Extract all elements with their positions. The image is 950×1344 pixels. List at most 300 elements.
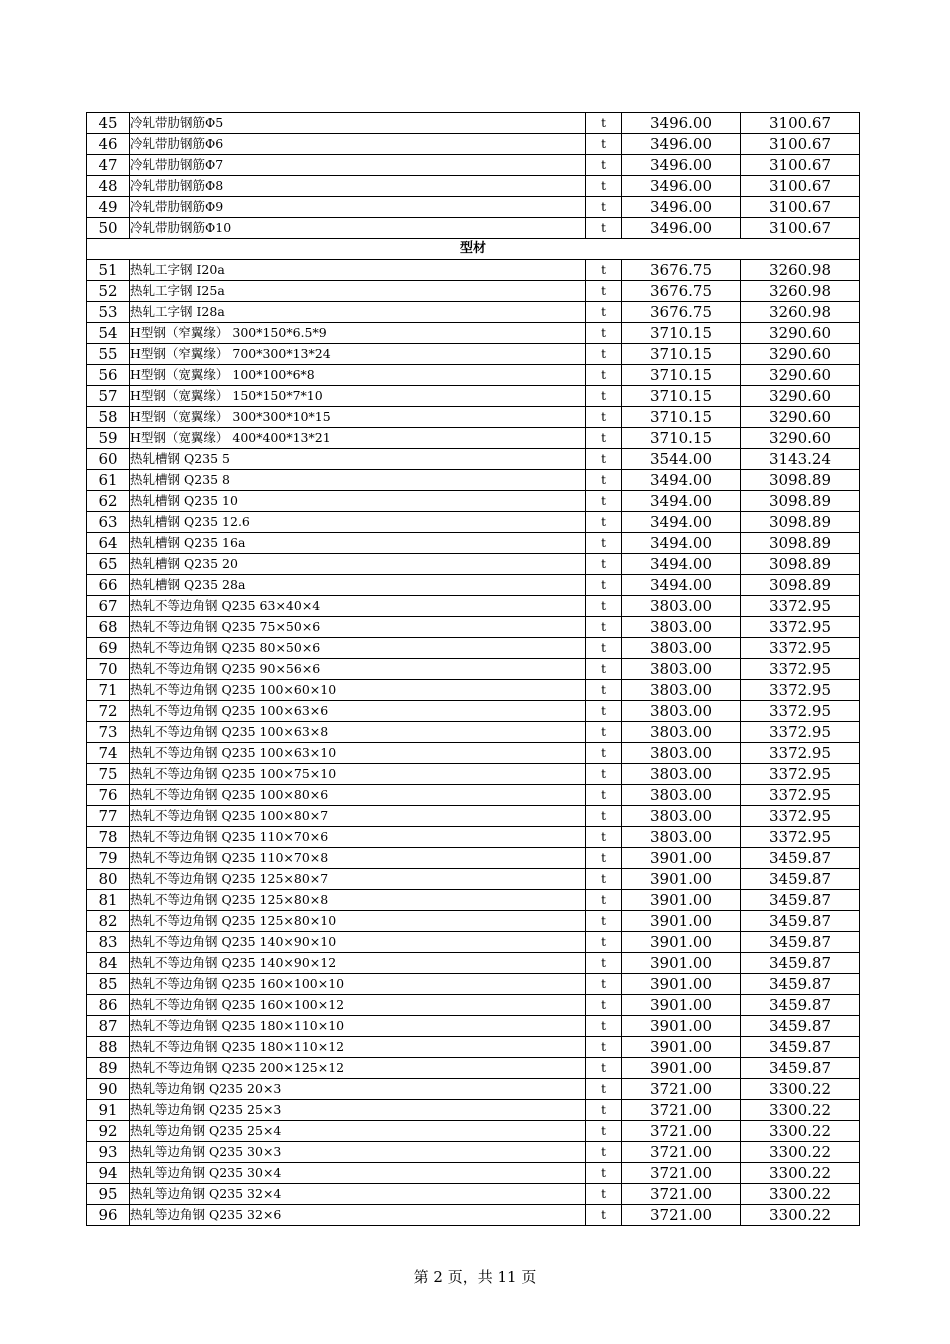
item-name: 热轧不等边角钢 Q235 200×125×12 <box>130 1058 586 1079</box>
table-row <box>87 995 860 1016</box>
item-name: 热轧槽钢 Q235 16a <box>130 533 586 554</box>
item-name: 热轧不等边角钢 Q235 125×80×8 <box>130 890 586 911</box>
item-number: 49 <box>87 197 130 218</box>
item-unit: t <box>586 365 622 386</box>
table-row <box>87 386 860 407</box>
item-unit: t <box>586 176 622 197</box>
table-row <box>87 281 860 302</box>
item-price-2: 3098.89 <box>741 554 860 575</box>
table-row <box>87 260 860 281</box>
table-row <box>87 1100 860 1121</box>
item-number: 57 <box>87 386 130 407</box>
item-unit: t <box>586 1058 622 1079</box>
item-price-1: 3803.00 <box>622 617 741 638</box>
item-unit: t <box>586 659 622 680</box>
item-number: 83 <box>87 932 130 953</box>
item-number: 82 <box>87 911 130 932</box>
price-table-body <box>87 113 860 1226</box>
item-price-2: 3372.95 <box>741 743 860 764</box>
item-number: 77 <box>87 806 130 827</box>
item-price-1: 3901.00 <box>622 953 741 974</box>
table-row <box>87 365 860 386</box>
item-price-2: 3372.95 <box>741 806 860 827</box>
item-number: 71 <box>87 680 130 701</box>
item-name: 热轧不等边角钢 Q235 75×50×6 <box>130 617 586 638</box>
item-price-1: 3803.00 <box>622 701 741 722</box>
item-name: H型钢（宽翼缘） 150*150*7*10 <box>130 386 586 407</box>
item-number: 84 <box>87 953 130 974</box>
item-name: 热轧不等边角钢 Q235 140×90×10 <box>130 932 586 953</box>
table-row <box>87 1142 860 1163</box>
item-unit: t <box>586 449 622 470</box>
item-unit: t <box>586 344 622 365</box>
item-price-1: 3676.75 <box>622 281 741 302</box>
item-price-2: 3372.95 <box>741 722 860 743</box>
table-row <box>87 554 860 575</box>
item-number: 81 <box>87 890 130 911</box>
item-price-1: 3496.00 <box>622 113 741 134</box>
table-row <box>87 680 860 701</box>
item-unit: t <box>586 386 622 407</box>
item-name: 热轧等边角钢 Q235 32×6 <box>130 1205 586 1226</box>
page-footer: 第 2 页，共 11 页 <box>413 1268 537 1286</box>
item-number: 74 <box>87 743 130 764</box>
item-number: 89 <box>87 1058 130 1079</box>
item-unit: t <box>586 617 622 638</box>
item-price-2: 3143.24 <box>741 449 860 470</box>
item-name: 热轧等边角钢 Q235 32×4 <box>130 1184 586 1205</box>
item-number: 59 <box>87 428 130 449</box>
item-unit: t <box>586 638 622 659</box>
item-price-1: 3710.15 <box>622 386 741 407</box>
item-name: H型钢（宽翼缘） 100*100*6*8 <box>130 365 586 386</box>
item-number: 51 <box>87 260 130 281</box>
item-name: 冷轧带肋钢筋Φ9 <box>130 197 586 218</box>
item-price-1: 3676.75 <box>622 260 741 281</box>
item-number: 69 <box>87 638 130 659</box>
item-number: 92 <box>87 1121 130 1142</box>
table-row <box>87 617 860 638</box>
item-price-1: 3901.00 <box>622 932 741 953</box>
item-name: 热轧不等边角钢 Q235 160×100×10 <box>130 974 586 995</box>
table-row <box>87 407 860 428</box>
item-number: 45 <box>87 113 130 134</box>
item-price-1: 3494.00 <box>622 512 741 533</box>
section-title: 型材 <box>87 239 860 260</box>
item-price-2: 3100.67 <box>741 155 860 176</box>
table-row <box>87 155 860 176</box>
item-price-1: 3494.00 <box>622 491 741 512</box>
item-number: 73 <box>87 722 130 743</box>
item-price-1: 3901.00 <box>622 890 741 911</box>
item-price-1: 3901.00 <box>622 869 741 890</box>
item-name: H型钢（窄翼缘） 300*150*6.5*9 <box>130 323 586 344</box>
item-price-2: 3372.95 <box>741 764 860 785</box>
item-price-2: 3290.60 <box>741 344 860 365</box>
item-unit: t <box>586 302 622 323</box>
table-row <box>87 344 860 365</box>
item-price-1: 3803.00 <box>622 680 741 701</box>
item-price-1: 3496.00 <box>622 218 741 239</box>
item-number: 52 <box>87 281 130 302</box>
item-price-2: 3300.22 <box>741 1184 860 1205</box>
item-name: 热轧不等边角钢 Q235 100×63×6 <box>130 701 586 722</box>
item-price-2: 3372.95 <box>741 785 860 806</box>
item-name: 热轧不等边角钢 Q235 63×40×4 <box>130 596 586 617</box>
table-row <box>87 659 860 680</box>
table-row <box>87 1121 860 1142</box>
item-price-1: 3710.15 <box>622 428 741 449</box>
table-row <box>87 197 860 218</box>
item-name: 热轧不等边角钢 Q235 180×110×12 <box>130 1037 586 1058</box>
table-row <box>87 806 860 827</box>
item-number: 91 <box>87 1100 130 1121</box>
item-price-1: 3803.00 <box>622 596 741 617</box>
item-name: 热轧槽钢 Q235 8 <box>130 470 586 491</box>
table-row <box>87 449 860 470</box>
item-number: 62 <box>87 491 130 512</box>
item-price-2: 3459.87 <box>741 890 860 911</box>
item-name: 热轧等边角钢 Q235 20×3 <box>130 1079 586 1100</box>
item-price-1: 3710.15 <box>622 344 741 365</box>
item-unit: t <box>586 1121 622 1142</box>
item-price-2: 3459.87 <box>741 848 860 869</box>
item-price-1: 3494.00 <box>622 554 741 575</box>
item-unit: t <box>586 1079 622 1100</box>
item-price-2: 3372.95 <box>741 827 860 848</box>
item-price-1: 3721.00 <box>622 1205 741 1226</box>
item-unit: t <box>586 260 622 281</box>
item-unit: t <box>586 953 622 974</box>
item-unit: t <box>586 785 622 806</box>
item-unit: t <box>586 113 622 134</box>
item-price-2: 3300.22 <box>741 1142 860 1163</box>
item-price-2: 3290.60 <box>741 428 860 449</box>
item-price-1: 3721.00 <box>622 1184 741 1205</box>
table-row <box>87 1163 860 1184</box>
item-price-2: 3459.87 <box>741 869 860 890</box>
item-unit: t <box>586 848 622 869</box>
item-price-1: 3676.75 <box>622 302 741 323</box>
item-unit: t <box>586 869 622 890</box>
table-row <box>87 134 860 155</box>
item-name: 冷轧带肋钢筋Φ10 <box>130 218 586 239</box>
item-unit: t <box>586 1037 622 1058</box>
item-unit: t <box>586 1016 622 1037</box>
item-price-2: 3300.22 <box>741 1163 860 1184</box>
price-table <box>86 112 860 1226</box>
item-price-1: 3494.00 <box>622 533 741 554</box>
table-row <box>87 491 860 512</box>
item-number: 88 <box>87 1037 130 1058</box>
item-unit: t <box>586 1163 622 1184</box>
item-number: 47 <box>87 155 130 176</box>
item-price-1: 3710.15 <box>622 323 741 344</box>
item-unit: t <box>586 155 622 176</box>
item-name: 热轧不等边角钢 Q235 100×80×6 <box>130 785 586 806</box>
item-unit: t <box>586 281 622 302</box>
item-unit: t <box>586 932 622 953</box>
table-row <box>87 470 860 491</box>
table-row <box>87 890 860 911</box>
item-name: 热轧槽钢 Q235 12.6 <box>130 512 586 533</box>
item-name: 冷轧带肋钢筋Φ7 <box>130 155 586 176</box>
item-number: 76 <box>87 785 130 806</box>
item-unit: t <box>586 428 622 449</box>
item-price-2: 3290.60 <box>741 323 860 344</box>
item-number: 96 <box>87 1205 130 1226</box>
item-price-2: 3459.87 <box>741 911 860 932</box>
item-unit: t <box>586 911 622 932</box>
item-price-1: 3803.00 <box>622 638 741 659</box>
item-number: 93 <box>87 1142 130 1163</box>
item-number: 50 <box>87 218 130 239</box>
item-price-1: 3803.00 <box>622 806 741 827</box>
item-price-2: 3260.98 <box>741 281 860 302</box>
item-name: 冷轧带肋钢筋Φ5 <box>130 113 586 134</box>
item-name: 热轧槽钢 Q235 28a <box>130 575 586 596</box>
item-price-2: 3100.67 <box>741 197 860 218</box>
item-number: 67 <box>87 596 130 617</box>
table-row <box>87 1184 860 1205</box>
table-row <box>87 113 860 134</box>
item-price-2: 3290.60 <box>741 365 860 386</box>
item-name: 热轧不等边角钢 Q235 100×63×8 <box>130 722 586 743</box>
item-name: 热轧等边角钢 Q235 25×4 <box>130 1121 586 1142</box>
table-row <box>87 1058 860 1079</box>
item-price-1: 3901.00 <box>622 1016 741 1037</box>
table-row <box>87 302 860 323</box>
table-row <box>87 848 860 869</box>
item-price-1: 3901.00 <box>622 995 741 1016</box>
item-price-2: 3100.67 <box>741 218 860 239</box>
item-price-2: 3459.87 <box>741 932 860 953</box>
table-row <box>87 428 860 449</box>
item-price-2: 3100.67 <box>741 113 860 134</box>
item-name: 热轧不等边角钢 Q235 80×50×6 <box>130 638 586 659</box>
table-row <box>87 596 860 617</box>
item-number: 68 <box>87 617 130 638</box>
item-name: 热轧等边角钢 Q235 25×3 <box>130 1100 586 1121</box>
item-price-1: 3803.00 <box>622 764 741 785</box>
table-row <box>87 911 860 932</box>
item-number: 53 <box>87 302 130 323</box>
table-row <box>87 722 860 743</box>
item-price-1: 3544.00 <box>622 449 741 470</box>
item-unit: t <box>586 323 622 344</box>
item-price-1: 3721.00 <box>622 1142 741 1163</box>
item-price-1: 3901.00 <box>622 1037 741 1058</box>
item-number: 78 <box>87 827 130 848</box>
item-number: 70 <box>87 659 130 680</box>
item-unit: t <box>586 491 622 512</box>
table-row <box>87 701 860 722</box>
table-row <box>87 932 860 953</box>
item-number: 94 <box>87 1163 130 1184</box>
item-name: 热轧工字钢 I28a <box>130 302 586 323</box>
table-row <box>87 1079 860 1100</box>
item-price-1: 3496.00 <box>622 134 741 155</box>
item-name: 热轧不等边角钢 Q235 100×60×10 <box>130 680 586 701</box>
item-number: 61 <box>87 470 130 491</box>
item-name: 热轧等边角钢 Q235 30×4 <box>130 1163 586 1184</box>
item-number: 65 <box>87 554 130 575</box>
item-price-2: 3260.98 <box>741 302 860 323</box>
item-price-2: 3098.89 <box>741 575 860 596</box>
item-unit: t <box>586 764 622 785</box>
item-price-2: 3300.22 <box>741 1079 860 1100</box>
item-price-2: 3372.95 <box>741 680 860 701</box>
item-price-1: 3721.00 <box>622 1100 741 1121</box>
table-row <box>87 533 860 554</box>
item-unit: t <box>586 1184 622 1205</box>
item-number: 85 <box>87 974 130 995</box>
item-unit: t <box>586 974 622 995</box>
item-price-1: 3901.00 <box>622 1058 741 1079</box>
item-unit: t <box>586 806 622 827</box>
item-price-1: 3721.00 <box>622 1163 741 1184</box>
item-unit: t <box>586 680 622 701</box>
item-price-1: 3710.15 <box>622 407 741 428</box>
item-name: H型钢（窄翼缘） 700*300*13*24 <box>130 344 586 365</box>
item-price-2: 3300.22 <box>741 1205 860 1226</box>
table-row <box>87 323 860 344</box>
item-number: 72 <box>87 701 130 722</box>
table-row <box>87 785 860 806</box>
item-unit: t <box>586 596 622 617</box>
item-unit: t <box>586 1205 622 1226</box>
item-number: 60 <box>87 449 130 470</box>
item-name: 热轧等边角钢 Q235 30×3 <box>130 1142 586 1163</box>
item-unit: t <box>586 512 622 533</box>
item-price-2: 3100.67 <box>741 134 860 155</box>
item-number: 90 <box>87 1079 130 1100</box>
item-price-1: 3803.00 <box>622 659 741 680</box>
item-name: 热轧不等边角钢 Q235 125×80×7 <box>130 869 586 890</box>
item-price-2: 3300.22 <box>741 1100 860 1121</box>
item-unit: t <box>586 575 622 596</box>
item-unit: t <box>586 827 622 848</box>
item-unit: t <box>586 218 622 239</box>
item-number: 58 <box>87 407 130 428</box>
item-price-2: 3372.95 <box>741 617 860 638</box>
item-name: 热轧不等边角钢 Q235 160×100×12 <box>130 995 586 1016</box>
item-name: 热轧不等边角钢 Q235 90×56×6 <box>130 659 586 680</box>
item-unit: t <box>586 554 622 575</box>
item-name: 热轧不等边角钢 Q235 110×70×6 <box>130 827 586 848</box>
item-name: H型钢（宽翼缘） 300*300*10*15 <box>130 407 586 428</box>
item-name: 热轧槽钢 Q235 5 <box>130 449 586 470</box>
table-row <box>87 176 860 197</box>
item-price-1: 3721.00 <box>622 1079 741 1100</box>
item-number: 48 <box>87 176 130 197</box>
item-price-2: 3260.98 <box>741 260 860 281</box>
table-row <box>87 638 860 659</box>
item-price-1: 3494.00 <box>622 575 741 596</box>
item-price-2: 3098.89 <box>741 533 860 554</box>
item-price-2: 3290.60 <box>741 407 860 428</box>
item-price-2: 3459.87 <box>741 974 860 995</box>
section-row <box>87 239 860 260</box>
item-price-2: 3372.95 <box>741 701 860 722</box>
item-unit: t <box>586 134 622 155</box>
item-price-2: 3372.95 <box>741 659 860 680</box>
item-price-2: 3372.95 <box>741 596 860 617</box>
item-number: 66 <box>87 575 130 596</box>
item-unit: t <box>586 722 622 743</box>
item-number: 95 <box>87 1184 130 1205</box>
item-name: 热轧不等边角钢 Q235 140×90×12 <box>130 953 586 974</box>
item-price-2: 3098.89 <box>741 491 860 512</box>
item-price-1: 3901.00 <box>622 974 741 995</box>
item-name: 热轧不等边角钢 Q235 110×70×8 <box>130 848 586 869</box>
item-price-2: 3459.87 <box>741 1037 860 1058</box>
item-unit: t <box>586 995 622 1016</box>
item-price-1: 3803.00 <box>622 722 741 743</box>
item-name: 热轧槽钢 Q235 10 <box>130 491 586 512</box>
item-unit: t <box>586 701 622 722</box>
item-price-1: 3494.00 <box>622 470 741 491</box>
item-number: 80 <box>87 869 130 890</box>
table-row <box>87 1016 860 1037</box>
item-price-2: 3459.87 <box>741 1058 860 1079</box>
item-name: 冷轧带肋钢筋Φ6 <box>130 134 586 155</box>
item-name: 热轧槽钢 Q235 20 <box>130 554 586 575</box>
item-price-1: 3803.00 <box>622 785 741 806</box>
item-name: 热轧不等边角钢 Q235 100×75×10 <box>130 764 586 785</box>
table-row <box>87 953 860 974</box>
table-row <box>87 974 860 995</box>
item-unit: t <box>586 533 622 554</box>
item-unit: t <box>586 743 622 764</box>
item-price-1: 3496.00 <box>622 155 741 176</box>
item-number: 79 <box>87 848 130 869</box>
item-number: 55 <box>87 344 130 365</box>
table-row <box>87 575 860 596</box>
item-price-2: 3098.89 <box>741 512 860 533</box>
item-unit: t <box>586 470 622 491</box>
item-name: 热轧工字钢 I20a <box>130 260 586 281</box>
item-price-2: 3459.87 <box>741 995 860 1016</box>
item-name: 热轧工字钢 I25a <box>130 281 586 302</box>
item-price-2: 3300.22 <box>741 1121 860 1142</box>
item-price-1: 3721.00 <box>622 1121 741 1142</box>
item-unit: t <box>586 890 622 911</box>
table-row <box>87 827 860 848</box>
item-price-1: 3496.00 <box>622 176 741 197</box>
item-name: 热轧不等边角钢 Q235 100×80×7 <box>130 806 586 827</box>
table-row <box>87 1037 860 1058</box>
item-name: 热轧不等边角钢 Q235 180×110×10 <box>130 1016 586 1037</box>
item-number: 75 <box>87 764 130 785</box>
table-row <box>87 218 860 239</box>
item-unit: t <box>586 407 622 428</box>
item-number: 63 <box>87 512 130 533</box>
item-price-2: 3459.87 <box>741 953 860 974</box>
item-name: 热轧不等边角钢 Q235 100×63×10 <box>130 743 586 764</box>
table-row <box>87 869 860 890</box>
item-price-1: 3496.00 <box>622 197 741 218</box>
table-row <box>87 764 860 785</box>
item-name: 热轧不等边角钢 Q235 125×80×10 <box>130 911 586 932</box>
table-row <box>87 512 860 533</box>
item-price-1: 3901.00 <box>622 848 741 869</box>
item-number: 64 <box>87 533 130 554</box>
table-row <box>87 1205 860 1226</box>
item-number: 46 <box>87 134 130 155</box>
item-number: 54 <box>87 323 130 344</box>
item-unit: t <box>586 1100 622 1121</box>
